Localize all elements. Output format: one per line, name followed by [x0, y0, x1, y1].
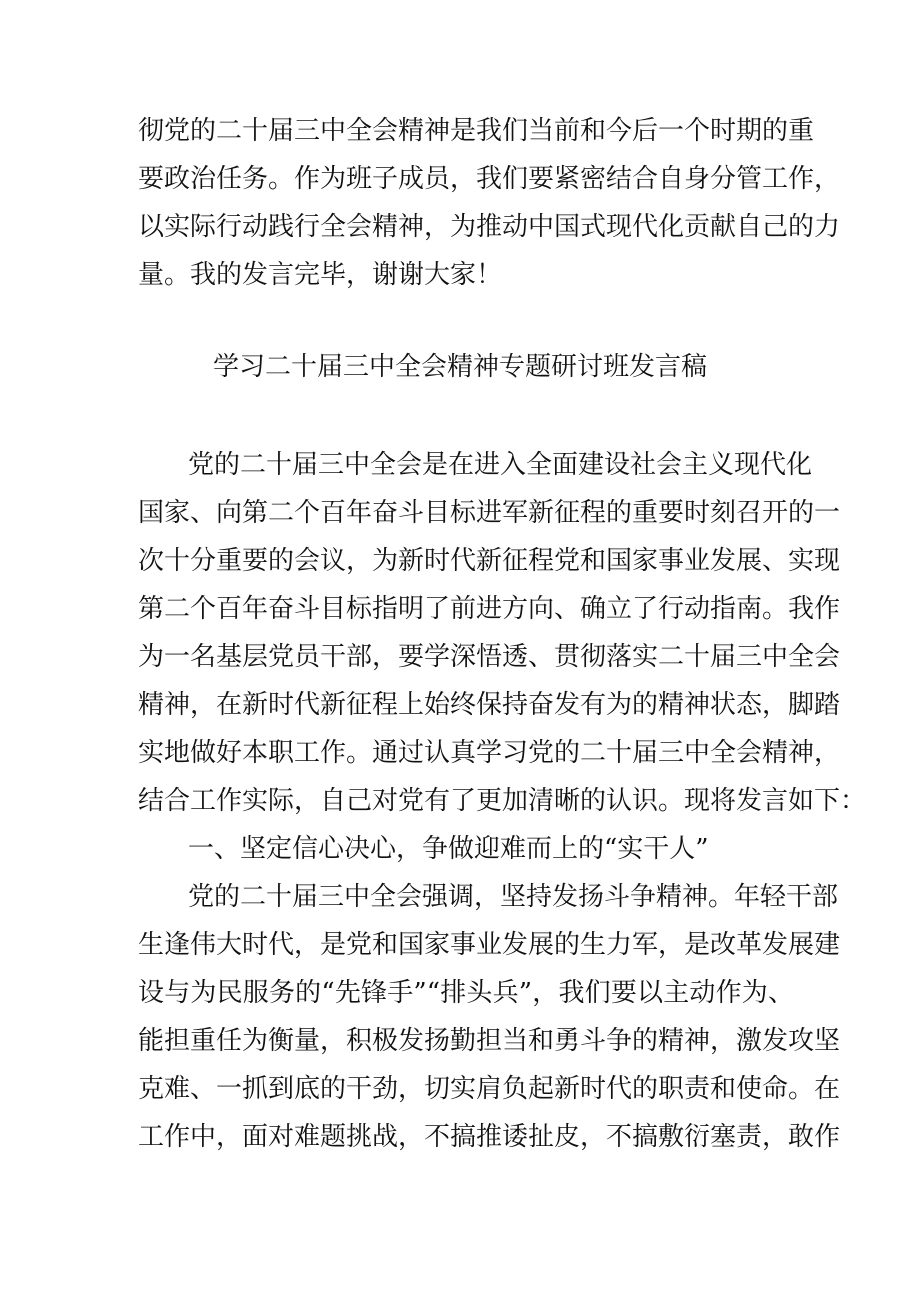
- text-line: 党的二十届三中全会是在进入全面建设社会主义现代化: [188, 450, 813, 480]
- section-heading: 一、坚定信心决心，争做迎难而上的“实干人”: [188, 834, 709, 864]
- text-line: 国家、向第二个百年奋斗目标进军新征程的重要时刻召开的一: [138, 498, 841, 528]
- text-line: 量。我的发言完毕，谢谢大家！: [138, 260, 503, 290]
- document-title: 学习二十届三中全会精神专题研讨班发言稿: [212, 352, 707, 382]
- text-line: 生逢伟大时代，是党和国家事业发展的生力军，是改革发展建: [138, 930, 841, 960]
- text-line: 精神，在新时代新征程上始终保持奋发有为的精神状态，脚踏: [138, 690, 841, 720]
- text-line: 结合工作实际，自己对党有了更加清晰的认识。现将发言如下：: [138, 786, 867, 816]
- text-line: 第二个百年奋斗目标指明了前进方向、确立了行动指南。我作: [138, 594, 841, 624]
- text-line: 工作中，面对难题挑战，不搞推诿扯皮，不搞敷衍塞责，敢作: [138, 1122, 841, 1152]
- text-line: 设与为民服务的“先锋手”“排头兵”，我们要以主动作为、: [138, 978, 794, 1008]
- text-line: 彻党的二十届三中全会精神是我们当前和今后一个时期的重: [138, 116, 815, 146]
- text-line: 以实际行动践行全会精神，为推动中国式现代化贡献自己的力: [138, 212, 841, 242]
- text-line: 要政治任务。作为班子成员，我们要紧密结合自身分管工作，: [138, 164, 841, 194]
- text-line: 党的二十届三中全会强调，坚持发扬斗争精神。年轻干部: [188, 882, 839, 912]
- text-line: 为一名基层党员干部，要学深悟透、贯彻落实二十届三中全会: [138, 642, 841, 672]
- text-line: 次十分重要的会议，为新时代新征程党和国家事业发展、实现: [138, 546, 841, 576]
- text-line: 克难、一抓到底的干劲，切实肩负起新时代的职责和使命。在: [138, 1074, 841, 1104]
- text-line: 能担重任为衡量，积极发扬勤担当和勇斗争的精神，激发攻坚: [138, 1026, 841, 1056]
- text-line: 实地做好本职工作。通过认真学习党的二十届三中全会精神，: [138, 738, 841, 768]
